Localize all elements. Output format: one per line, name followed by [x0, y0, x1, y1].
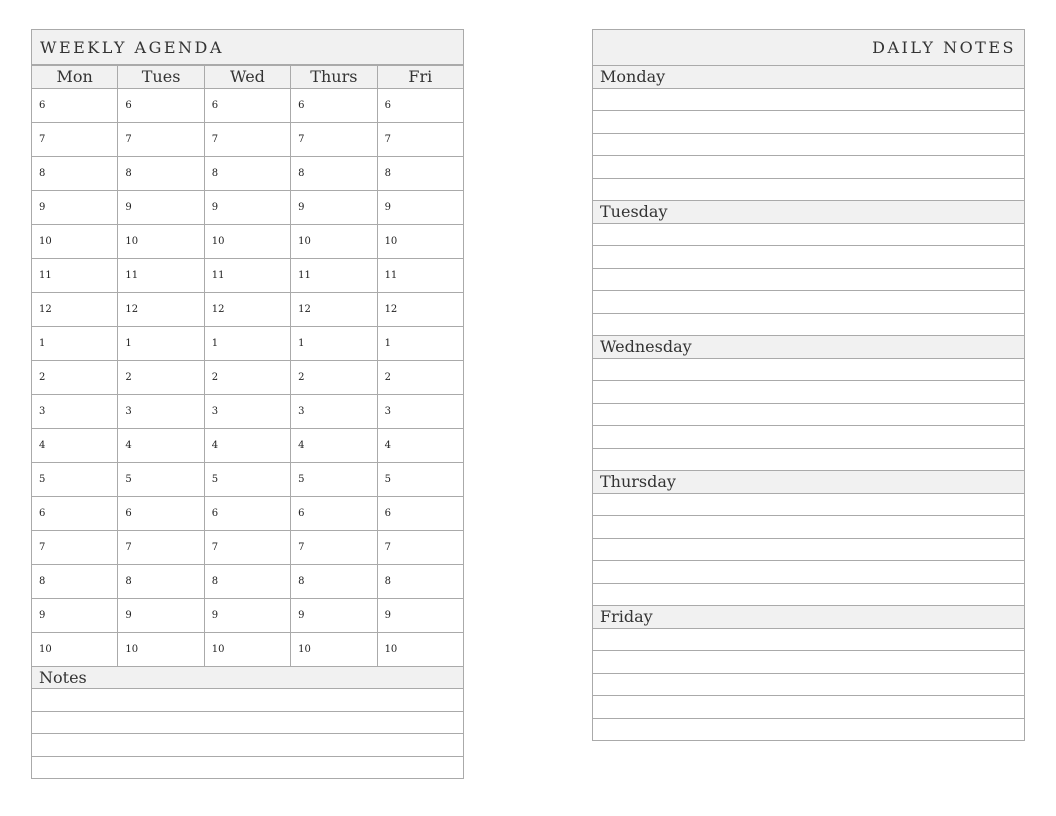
day-note-line[interactable]: [592, 246, 1025, 269]
hour-slot[interactable]: 6: [32, 497, 118, 531]
hour-slot[interactable]: 9: [118, 191, 204, 225]
day-note-line[interactable]: [592, 291, 1025, 314]
agenda-hour-row: [32, 327, 464, 361]
hour-slot[interactable]: 8: [291, 565, 377, 599]
day-note-line[interactable]: [592, 156, 1025, 179]
day-note-line[interactable]: [592, 111, 1025, 134]
hour-slot[interactable]: 7: [291, 123, 377, 157]
day-column-header: Tues: [118, 66, 204, 89]
day-note-line[interactable]: [592, 359, 1025, 382]
hour-slot[interactable]: 10: [377, 225, 463, 259]
day-heading: Thursday: [592, 471, 1025, 494]
hour-slot[interactable]: 6: [377, 497, 463, 531]
hour-slot[interactable]: 8: [32, 565, 118, 599]
day-note-line[interactable]: [592, 584, 1025, 607]
hour-slot[interactable]: 11: [204, 259, 290, 293]
daily-notes-title: DAILY NOTES: [592, 29, 1025, 66]
day-note-line[interactable]: [592, 314, 1025, 337]
day-heading: Wednesday: [592, 336, 1025, 359]
day-note-line[interactable]: [592, 494, 1025, 517]
agenda-hour-row: [32, 531, 464, 565]
day-section: [592, 606, 1025, 741]
day-note-line[interactable]: [592, 269, 1025, 292]
hour-slot[interactable]: 9: [32, 599, 118, 633]
hour-slot[interactable]: 5: [204, 463, 290, 497]
hour-slot[interactable]: 6: [291, 497, 377, 531]
hour-slot[interactable]: 11: [32, 259, 118, 293]
agenda-hour-row: [32, 89, 464, 123]
hour-slot[interactable]: 6: [204, 89, 290, 123]
hour-slot[interactable]: 8: [291, 157, 377, 191]
hour-slot[interactable]: 4: [291, 429, 377, 463]
hour-slot[interactable]: 11: [291, 259, 377, 293]
hour-slot[interactable]: 7: [32, 531, 118, 565]
hour-slot[interactable]: 6: [118, 497, 204, 531]
note-line[interactable]: [31, 712, 464, 735]
hour-slot[interactable]: 5: [291, 463, 377, 497]
note-line[interactable]: [31, 734, 464, 757]
note-line[interactable]: [31, 689, 464, 712]
hour-slot[interactable]: 9: [32, 191, 118, 225]
day-note-line[interactable]: [592, 449, 1025, 472]
agenda-hour-row: [32, 497, 464, 531]
hour-slot[interactable]: 12: [32, 293, 118, 327]
agenda-hour-row: [32, 361, 464, 395]
hour-slot[interactable]: 1: [204, 327, 290, 361]
hour-slot[interactable]: 6: [32, 89, 118, 123]
notes-heading: Notes: [31, 667, 464, 689]
day-column-header: Fri: [377, 66, 463, 89]
hour-slot[interactable]: 4: [204, 429, 290, 463]
hour-slot[interactable]: 10: [291, 633, 377, 667]
hour-slot[interactable]: 12: [377, 293, 463, 327]
hour-slot[interactable]: 10: [204, 633, 290, 667]
agenda-hour-row: [32, 565, 464, 599]
day-section: [592, 336, 1025, 471]
hour-slot[interactable]: 10: [118, 225, 204, 259]
day-note-line[interactable]: [592, 674, 1025, 697]
day-column-header: Wed: [204, 66, 290, 89]
hour-slot[interactable]: 9: [291, 191, 377, 225]
hour-slot[interactable]: 10: [377, 633, 463, 667]
day-note-line[interactable]: [592, 224, 1025, 247]
hour-slot[interactable]: 8: [377, 565, 463, 599]
agenda-hour-row: [32, 157, 464, 191]
hour-slot[interactable]: 9: [204, 599, 290, 633]
agenda-hour-row: [32, 633, 464, 667]
hour-slot[interactable]: 8: [204, 565, 290, 599]
day-section: [592, 201, 1025, 336]
day-section: [592, 66, 1025, 201]
hour-slot[interactable]: 12: [204, 293, 290, 327]
hour-slot[interactable]: 10: [32, 225, 118, 259]
agenda-header-row: [32, 66, 464, 89]
hour-slot[interactable]: 7: [377, 531, 463, 565]
hour-slot[interactable]: 4: [377, 429, 463, 463]
hour-slot[interactable]: 9: [291, 599, 377, 633]
agenda-hour-row: [32, 123, 464, 157]
day-note-line[interactable]: [592, 134, 1025, 157]
hour-slot[interactable]: 9: [377, 191, 463, 225]
hour-slot[interactable]: 9: [118, 599, 204, 633]
agenda-body: [32, 89, 464, 667]
hour-slot[interactable]: 8: [118, 157, 204, 191]
hour-slot[interactable]: 3: [377, 395, 463, 429]
hour-slot[interactable]: 9: [377, 599, 463, 633]
hour-slot[interactable]: 10: [291, 225, 377, 259]
hour-slot[interactable]: 7: [204, 531, 290, 565]
day-note-line[interactable]: [592, 404, 1025, 427]
hour-slot[interactable]: 3: [204, 395, 290, 429]
hour-slot[interactable]: 7: [32, 123, 118, 157]
hour-slot[interactable]: 10: [118, 633, 204, 667]
hour-slot[interactable]: 2: [118, 361, 204, 395]
day-note-line[interactable]: [592, 381, 1025, 404]
note-line[interactable]: [31, 757, 464, 780]
hour-slot[interactable]: 1: [118, 327, 204, 361]
day-heading: Monday: [592, 66, 1025, 89]
agenda-hour-row: [32, 225, 464, 259]
hour-slot[interactable]: 3: [118, 395, 204, 429]
day-note-line[interactable]: [592, 426, 1025, 449]
agenda-hour-row: [32, 463, 464, 497]
day-note-line[interactable]: [592, 696, 1025, 719]
agenda-table: [31, 65, 464, 667]
day-note-line[interactable]: [592, 629, 1025, 652]
hour-slot[interactable]: 5: [377, 463, 463, 497]
hour-slot[interactable]: 8: [204, 157, 290, 191]
hour-slot[interactable]: 10: [32, 633, 118, 667]
hour-slot[interactable]: 5: [118, 463, 204, 497]
hour-slot[interactable]: 8: [118, 565, 204, 599]
hour-slot[interactable]: 8: [32, 157, 118, 191]
hour-slot[interactable]: 6: [377, 89, 463, 123]
agenda-hour-row: [32, 293, 464, 327]
day-section: [592, 471, 1025, 606]
hour-slot[interactable]: 3: [291, 395, 377, 429]
hour-slot[interactable]: 7: [118, 531, 204, 565]
daily-notes-page: [592, 29, 1025, 741]
hour-slot[interactable]: 10: [204, 225, 290, 259]
day-column-header: Thurs: [291, 66, 377, 89]
hour-slot[interactable]: 1: [32, 327, 118, 361]
weekly-agenda-page: [31, 29, 464, 779]
day-note-line[interactable]: [592, 516, 1025, 539]
hour-slot[interactable]: 7: [204, 123, 290, 157]
hour-slot[interactable]: 6: [204, 497, 290, 531]
agenda-hour-row: [32, 395, 464, 429]
weekly-agenda-title: WEEKLY AGENDA: [31, 29, 464, 65]
day-column-header: Mon: [32, 66, 118, 89]
hour-slot[interactable]: 6: [291, 89, 377, 123]
hour-slot[interactable]: 4: [32, 429, 118, 463]
hour-slot[interactable]: 1: [291, 327, 377, 361]
day-note-line[interactable]: [592, 179, 1025, 202]
hour-slot[interactable]: 12: [118, 293, 204, 327]
hour-slot[interactable]: 2: [377, 361, 463, 395]
day-note-line[interactable]: [592, 539, 1025, 562]
hour-slot[interactable]: 2: [204, 361, 290, 395]
hour-slot[interactable]: 12: [291, 293, 377, 327]
daily-days: [592, 66, 1025, 741]
hour-slot[interactable]: 3: [32, 395, 118, 429]
agenda-hour-row: [32, 259, 464, 293]
hour-slot[interactable]: 1: [377, 327, 463, 361]
day-note-line[interactable]: [592, 651, 1025, 674]
day-note-line[interactable]: [592, 561, 1025, 584]
day-heading: Friday: [592, 606, 1025, 629]
hour-slot[interactable]: 9: [204, 191, 290, 225]
agenda-hour-row: [32, 599, 464, 633]
hour-slot[interactable]: 7: [118, 123, 204, 157]
hour-slot[interactable]: 2: [32, 361, 118, 395]
day-heading: Tuesday: [592, 201, 1025, 224]
hour-slot[interactable]: 8: [377, 157, 463, 191]
hour-slot[interactable]: 5: [32, 463, 118, 497]
day-note-line[interactable]: [592, 719, 1025, 742]
hour-slot[interactable]: 6: [118, 89, 204, 123]
hour-slot[interactable]: 11: [377, 259, 463, 293]
hour-slot[interactable]: 7: [377, 123, 463, 157]
hour-slot[interactable]: 2: [291, 361, 377, 395]
agenda-hour-row: [32, 429, 464, 463]
hour-slot[interactable]: 4: [118, 429, 204, 463]
hour-slot[interactable]: 11: [118, 259, 204, 293]
hour-slot[interactable]: 7: [291, 531, 377, 565]
agenda-hour-row: [32, 191, 464, 225]
day-note-line[interactable]: [592, 89, 1025, 112]
